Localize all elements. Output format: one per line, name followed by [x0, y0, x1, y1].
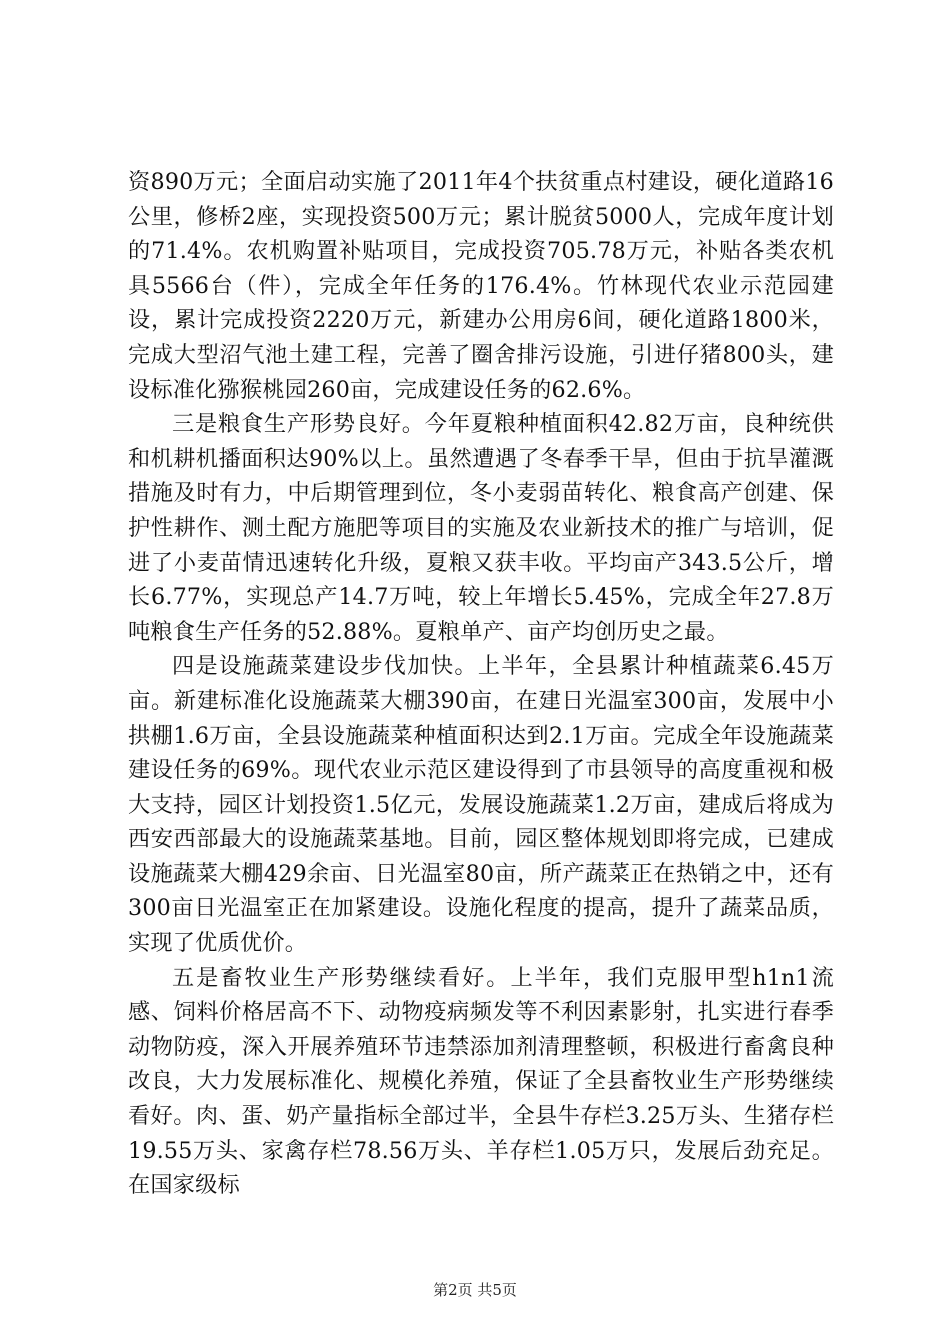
paragraph-livestock: 五是畜牧业生产形势继续看好。上半年，我们克服甲型h1n1流感、饲料价格居高不下、动物疫病频发等不利因素影射，扎实进行春季动物防疫，深入开展养殖环节违禁添加剂清理整顿，积极进行畜禽良种改良，大力发展标准化、规模化养殖，保证了全县畜牧业生产形势继续看好。肉、蛋、奶产量指标全部过半，全县牛存栏3.25万头、生猪存栏19.55万头、家禽存栏78.56万头、羊存栏1.05万只，发展后劲充足。在国家级标 [128, 964, 834, 1199]
page-number-footer: 第2页 共5页 [433, 1281, 517, 1299]
paragraph-grain-production: 三是粮食生产形势良好。今年夏粮种植面积42.82万亩，良种统供和机耕机播面积达90%以上。虽然遭遇了冬春季干旱，但由于抗旱灌溉措施及时有力，中后期管理到位，冬小麦弱苗转化、粮食高产创建、保护性耕作、测土配方施肥等项目的实施及农业新技术的推广与培训，促进了小麦苗情迅速转化升级，夏粮又获丰收。平均亩产343.5公斤，增长6.77%，实现总产14.7万吨，较上年增长5.45%，完成全年27.8万吨粮食生产任务的52.88%。夏粮单产、亩产均创历史之最。 [128, 411, 834, 645]
paragraph-continued: 资890万元；全面启动实施了2011年4个扶贫重点村建设，硬化道路16公里，修桥2座，实现投资500万元；累计脱贫5000人，完成年度计划的71.4%。农机购置补贴项目，完成投资705.78万元，补贴各类农机具5566台（件），完成全年任务的176.4%。竹林现代农业示范园建设，累计完成投资2220万元，新建办公用房6间，硬化道路1800米，完成大型沼气池土建工程，完善了圈舍排污设施，引进仔猪800头，建设标准化猕猴桃园260亩，完成建设任务的62.6%。 [128, 169, 834, 403]
document-body [128, 165, 834, 1203]
paragraph-vegetable-facilities: 四是设施蔬菜建设步伐加快。上半年，全县累计种植蔬菜6.45万亩。新建标准化设施蔬菜大棚390亩，在建日光温室300亩，发展中小拱棚1.6万亩，全县设施蔬菜种植面积达到2.1万亩。完成全年设施蔬菜建设任务的69%。现代农业示范区建设得到了市县领导的高度重视和极大支持，园区计划投资1.5亿元，发展设施蔬菜1.2万亩，建成后将成为西安西部最大的设施蔬菜基地。目前，园区整体规划即将完成，已建成设施蔬菜大棚429余亩、日光温室80亩，所产蔬菜正在热销之中，还有300亩日光温室正在加紧建设。设施化程度的提高，提升了蔬菜品质，实现了优质优价。 [128, 653, 834, 957]
